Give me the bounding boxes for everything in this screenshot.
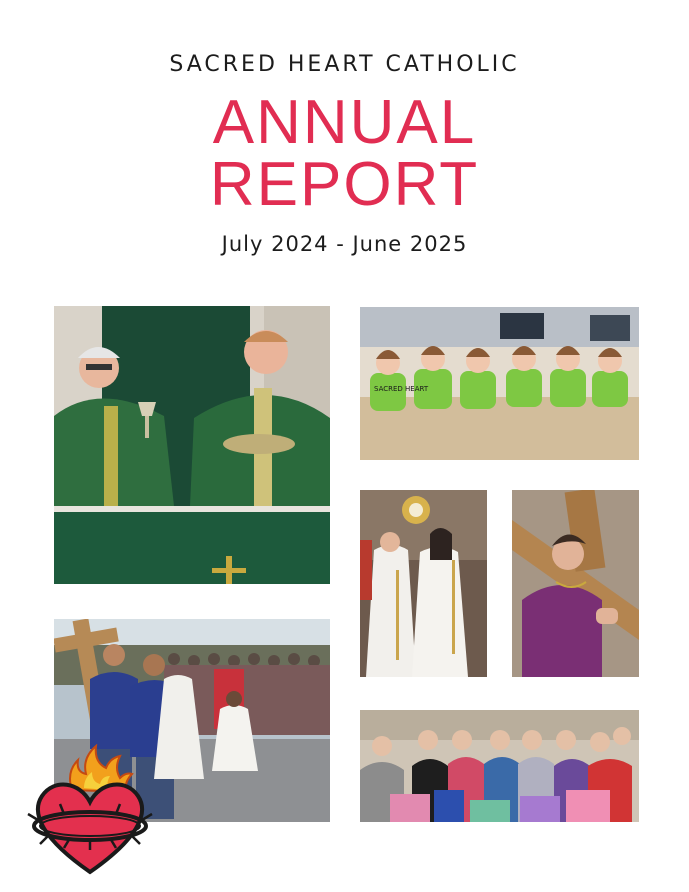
photo-priests-mass: [54, 306, 330, 584]
report-title-line2: REPORT: [209, 150, 480, 219]
sacred-heart-icon: [24, 744, 156, 880]
photo-youth-with-cross: [512, 490, 639, 677]
photo-women-with-blankets: [360, 710, 639, 822]
photo-children-group: [360, 307, 639, 460]
photo-eucharistic-procession: [360, 490, 487, 677]
report-date-range: July 2024 - June 2025: [221, 232, 468, 256]
kids-shirt-text: SACRED HEART: [374, 385, 429, 393]
report-title-line1: ANNUAL: [212, 88, 477, 157]
parish-name: SACRED HEART CATHOLIC: [169, 52, 520, 77]
